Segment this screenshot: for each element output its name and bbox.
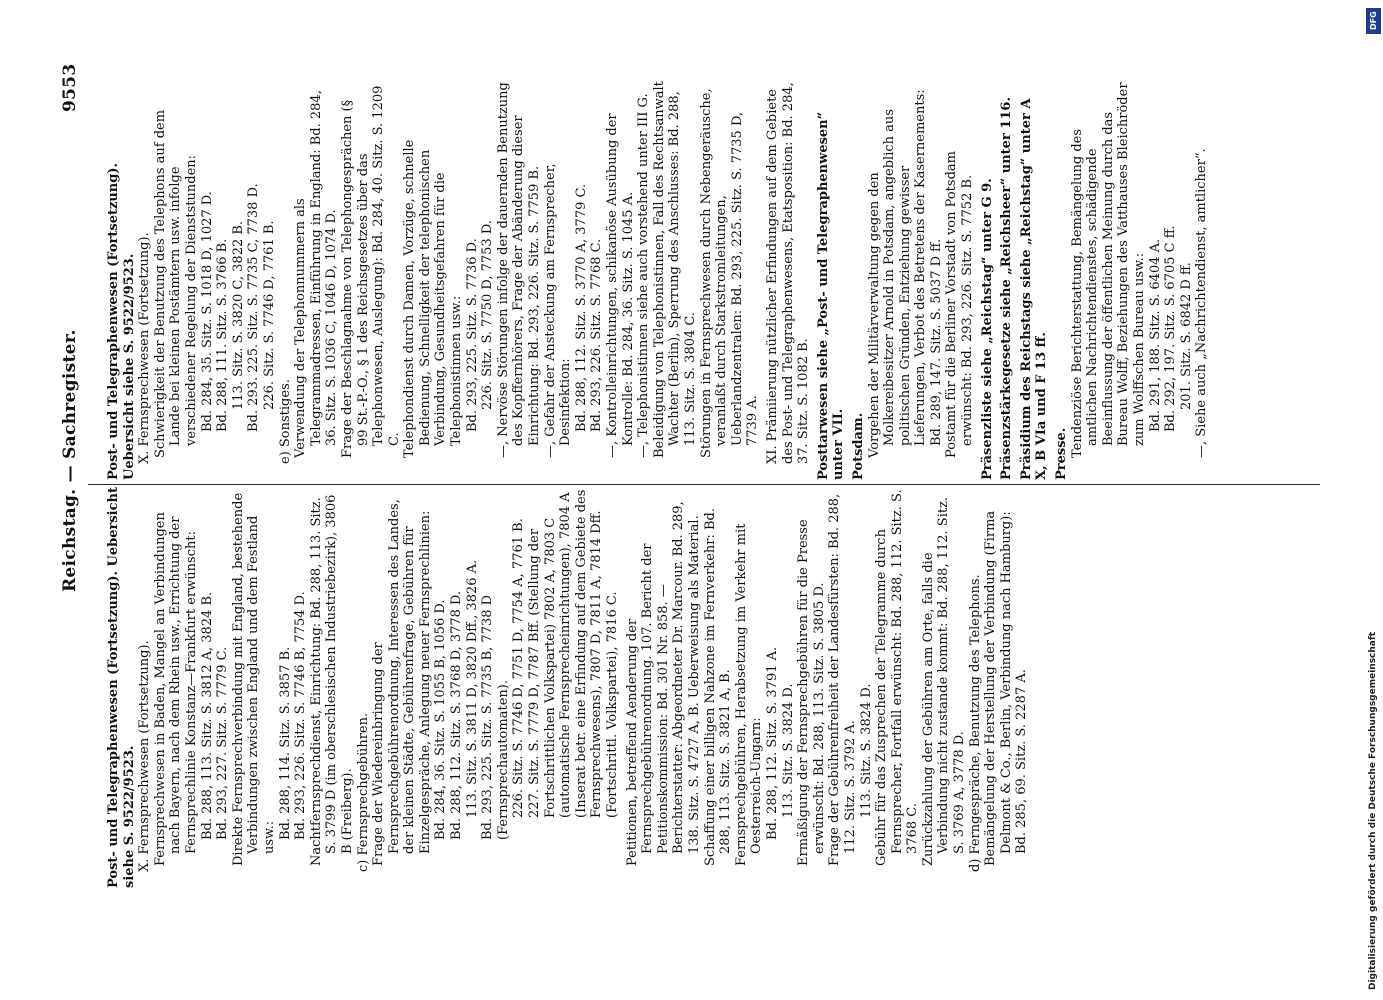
entry-line: Petitionen, betreffend Aenderung der Fernsprechgebührenordnung. 107. Bericht der Petitionskommission: Bd. 301 Nr. 858. — Berichterstatter: Abgeordneter Dr. Marcour. Bd. 289, 138. Sitz. S. 4727 A, B. Ueberweisung als Material. xyxy=(624,501,702,866)
entry-line: Frage der Gebührenfreiheit der Landesfürsten: Bd. 288, 112. Sitz. S. 3792 A. xyxy=(827,493,858,866)
entry-line: XI. Prämiierung nützlicher Erfindungen auf dem Gebiete des Post- und Telegraphenwesens, Etatsposition: Bd. 284, 37. Sitz. S. 1082 B. xyxy=(764,82,812,464)
entry-line: Frage der Beschlagnahme von Telephongesprächen (§ 99 St.-P.-O., § 1 des Reichsgesetzes über das Telephonwesen, Auslegung): Bd. 284, 40. Sitz. S. 1209 C. xyxy=(339,85,402,458)
entry-line: 226. Sitz. S. 7750 D, 7753 D. xyxy=(480,220,496,410)
entry-line: Bd. 288, 112. Sitz. S. 3770 A, 3779 C. xyxy=(573,183,589,432)
entry-line: 113. Sitz. S. 3820 C, 3822 B. xyxy=(230,220,246,410)
entry-line: Direkte Fernsprechverbindung mit England, bestehende Verbindungen zwischen England und dem Festland usw.: xyxy=(230,492,277,866)
entry-line: Schwierigkeit der Benutzung des Telephons auf dem Lande bei kleinen Postämtern usw. infolge verschiedener Regelung der Dienststunden: xyxy=(152,109,199,458)
entry-line: Bd. 293. 225. Sitz. S. 7735 C, 7738 D. xyxy=(246,183,262,432)
entry-line: Bd. 284, 36. Sitz. S. 1055 B, 1056 D. xyxy=(433,599,449,840)
right-column xyxy=(106,80,1210,480)
entry-line: e) Sonstiges. xyxy=(277,379,293,464)
entry-line: Bd. 292, 197. Sitz. S. 6705 C ff. xyxy=(1163,225,1179,432)
entry-line: Fernsprechgebühren, Herabsetzung im Verkehr mit Oesterreich-Ungarn: xyxy=(733,523,765,866)
entry-line: d) Ferngespräche, Benutzung des Telephons. xyxy=(967,574,983,872)
entry-line: 113. Sitz. S. 3824 D. xyxy=(780,683,796,818)
entry-line: Bd. 291, 188. Sitz. S. 6404 A. xyxy=(1147,238,1163,432)
entry-line: 226. Sitz. S. 7746 D, 7751 D, 7754 A, 7761 B. xyxy=(511,518,527,818)
entry-line: Bd. 293, 225. Sitz. S. 7735 B, 7738 D (Fernsprechautomaten). xyxy=(480,594,511,840)
left-column xyxy=(106,486,1030,888)
entry-line: —, Kontrolleinrichtungen, schikanöse Ausübung der Kontrolle: Bd. 284, 36. Sitz. S. 1045 A. xyxy=(605,113,636,458)
entry-line: —, Nervöse Störungen infolge der dauernden Benutzung des Kopffernhörers, Frage der Abänderung dieser Einrichtung: Bd. 293, 226. Sitz. S. 7759 B. xyxy=(495,82,543,458)
entry-line: Fernsprechwesen in Baden, Mangel an Verbindungen nach Bayern, nach dem Rhein usw., Errichtung der Fernsprechlinie Konstanz—Frankfurt erwünscht: xyxy=(152,512,199,866)
entry-line: Postamt für die Berliner Vorstadt von Potsdam erwünscht: Bd. 293, 226. Sitz. S. 7752 B. xyxy=(944,151,976,458)
digitization-note: Digitalisierung gefördert durch die Deutsche Forschungsgemeinschaft xyxy=(1368,631,1378,990)
entry-line: Bd. 288, 111. Sitz. S. 3766 B. xyxy=(215,238,231,432)
entry-line: Nachtfernsprechdienst, Einrichtung: Bd. 288, 113. Sitz. S. 3799 D (im oberschlesischen Industriebezirk), 3806 B (Freiberg). xyxy=(308,494,355,866)
entry-line: Tendenziöse Berichterstattung, Bemängelung des amtlichen Nachrichtendienstes, schädigende Beeinflussung der öffentlichen Meinung durch das Bureau Wolff, Beziehungen des Vatthauses Bleichröder zum Wolffschen Bureau usw.: xyxy=(1069,82,1147,458)
entry-line: Verwendung der Telephonnummern als Telegrammadressen, Einführung in England: Bd. 284, 36. Sitz. S. 1036 C, 1046 D, 1074 D. xyxy=(293,90,340,458)
entry-heading: Post- und Telegraphenwesen (Fortsetzung). Uebersicht siehe S. 9522/9523. xyxy=(106,162,137,480)
entry-line: 113. Sitz. S. 3811 D, 3820 Dff., 3826 A. xyxy=(464,559,480,818)
entry-line: Bd. 293, 226. Sitz. S. 7746 B, 7754 D. xyxy=(293,591,309,840)
entry-line: Bemängelung der Herstellung der Verbindung (Firma Delmont & Co., Berlin, Verbindung nach Hamburg): Bd. 285, 69. Sitz. S. 2287 A. xyxy=(983,510,1030,866)
entry-heading: Post- und Telegraphenwesen (Fortsetzung). Uebersicht siehe S. 9522/9523. xyxy=(106,487,137,888)
entry-line: Ermäßigung der Fernsprechgebühren für die Presse erwünscht: Bd. 288, 113. Sitz. S. 3805 D. xyxy=(796,519,827,866)
entry-line: —, Siehe auch „Nachrichtendienst, amtlicher“. xyxy=(1194,148,1210,458)
entry-line: Bd. 288, 112. Sitz. S. 3791 A. xyxy=(764,646,780,840)
entry-heading: Präsidium des Reichstags siehe „Reichstag“ unter A X, B VIa und F 13 ff. xyxy=(1018,98,1050,480)
entry-line: Bd. 288, 113. Sitz. S. 3812 A, 3824 B. xyxy=(199,591,215,840)
entry-line: Beleidigung von Telephonistinnen, Fall des Rechtsanwalt Wachter (Berlin), Sperrung des Anschlusses: Bd. 288, 113. Sitz. S. 3804 C. xyxy=(651,81,698,458)
entry-line: Bd. 293, 225. Sitz. S. 7736 D. xyxy=(464,238,480,432)
entry-line: Schaffung einer billigen Nahzone im Fernverkehr: Bd. 288, 113. Sitz. S. 3821 A, B. xyxy=(702,508,734,866)
entry-line: Bd. 288, 112. Sitz. S. 3768 D, 3778 D. xyxy=(449,590,465,840)
entry-line: 226. Sitz. S. 7746 D, 7761 B. xyxy=(261,220,277,410)
page-number: 9553 xyxy=(60,63,80,112)
entry-line: Bd. 288, 114. Sitz. S. 3857 B. xyxy=(277,646,293,840)
entry-line: c) Fernsprechgebühren. xyxy=(355,712,371,872)
entry-heading: Presse. xyxy=(1054,427,1070,480)
entry-line: Telephondienst durch Damen, Vorzüge, schnelle Bedienung, Schnelligkeit der telephonischen Verbindung, Gesundheitsgefahren für die Telephonistinnen usw.: xyxy=(402,139,465,458)
entry-line: X. Fernsprechwesen (Fortsetzung). xyxy=(137,232,153,464)
entry-line: Gebühr für das Zusprechen der Telegramme durch Fernsprecher, Fortfall erwünscht: Bd. 288, 112. Sitz. S. 3768 C. xyxy=(874,489,921,866)
entry-line: Frage der Wiedereinbringung der Fernsprechgebührenordnung, Interessen des Landes, der kleinen Städte, Gebührenfrage, Gebühren für Einzelgespräche, Anlegung neuer Fernsprechlinien: xyxy=(371,499,433,866)
entry-line: 227. Sitz. S. 7779 D, 7787 Bff. (Stellung der Fortschrittlichen Volkspartei) 7802 A, 7803 C (automatische Fernsprecheinrichtungen), 7804 A (Inserat betr. eine Erfindung auf dem Gebiete des Fernsprechwesens), 7807 D, 7811 A, 7814 Dff. (Fortschrittl. Volkspartei), 7816 C. xyxy=(527,489,620,818)
entry-line: —, Telephonistinnen siehe auch vorstehend unter III G. xyxy=(636,93,652,458)
entry-heading: Posttarwesen siehe „Post- und Telegraphenwesen“ unter VII. xyxy=(815,111,847,480)
entry-line: Bd. 293, 227. Sitz. S. 7779 C. xyxy=(215,646,231,840)
entry-line: X. Fernsprechwesen (Fortsetzung). xyxy=(137,640,153,872)
entry-heading: Präsenzliste siehe „Reichstag“ unter G 9. xyxy=(979,178,995,480)
column-divider xyxy=(88,484,1320,485)
entry-line: —, Gefahr der Ansteckung am Fernsprecher, Desinfektion: xyxy=(542,163,574,458)
entry-heading: Potsdam. xyxy=(850,412,866,480)
dfg-logo: DFG xyxy=(1366,8,1381,34)
running-header: Reichstag. — Sachregister. xyxy=(60,329,80,592)
entry-line: Störungen in Fernsprechwesen durch Nebengeräusche, veranlaßt durch Starkstromleitungen, Ueberlandzentralen: Bd. 293, 225. Sitz. S. 7735 D, 7739 A. xyxy=(698,88,761,458)
entry-line: Zurückzahlung der Gebühren am Orte, falls die Verbindung nicht zustande kommt: Bd. 288, 112. Sitz. S. 3769 A, 3778 D. xyxy=(920,496,968,866)
entry-line: 113. Sitz. S. 3824 D. xyxy=(858,683,874,818)
entry-heading: Präsenzstärkegesetze siehe „Reichsheer“ unter 116. xyxy=(999,97,1015,480)
entry-line: Bd. 284, 35. Sitz. S. 1018 D, 1027 D. xyxy=(199,191,215,432)
entry-line: 201. Sitz. S. 6842 D ff. xyxy=(1178,262,1194,410)
entry-line: Vorgehen der Militärverwaltung gegen den Molkereibesitzer Arnold in Potsdam, angeblich aus politischen Gründen, Entziehung gewisser Lieferungen, Verbot des Betretens der Kasernements: Bd. 289, 147. Sitz. S. 5037 D ff. xyxy=(866,89,944,458)
entry-line: Bd. 293, 226. Sitz. S. 7768 C. xyxy=(589,238,605,432)
